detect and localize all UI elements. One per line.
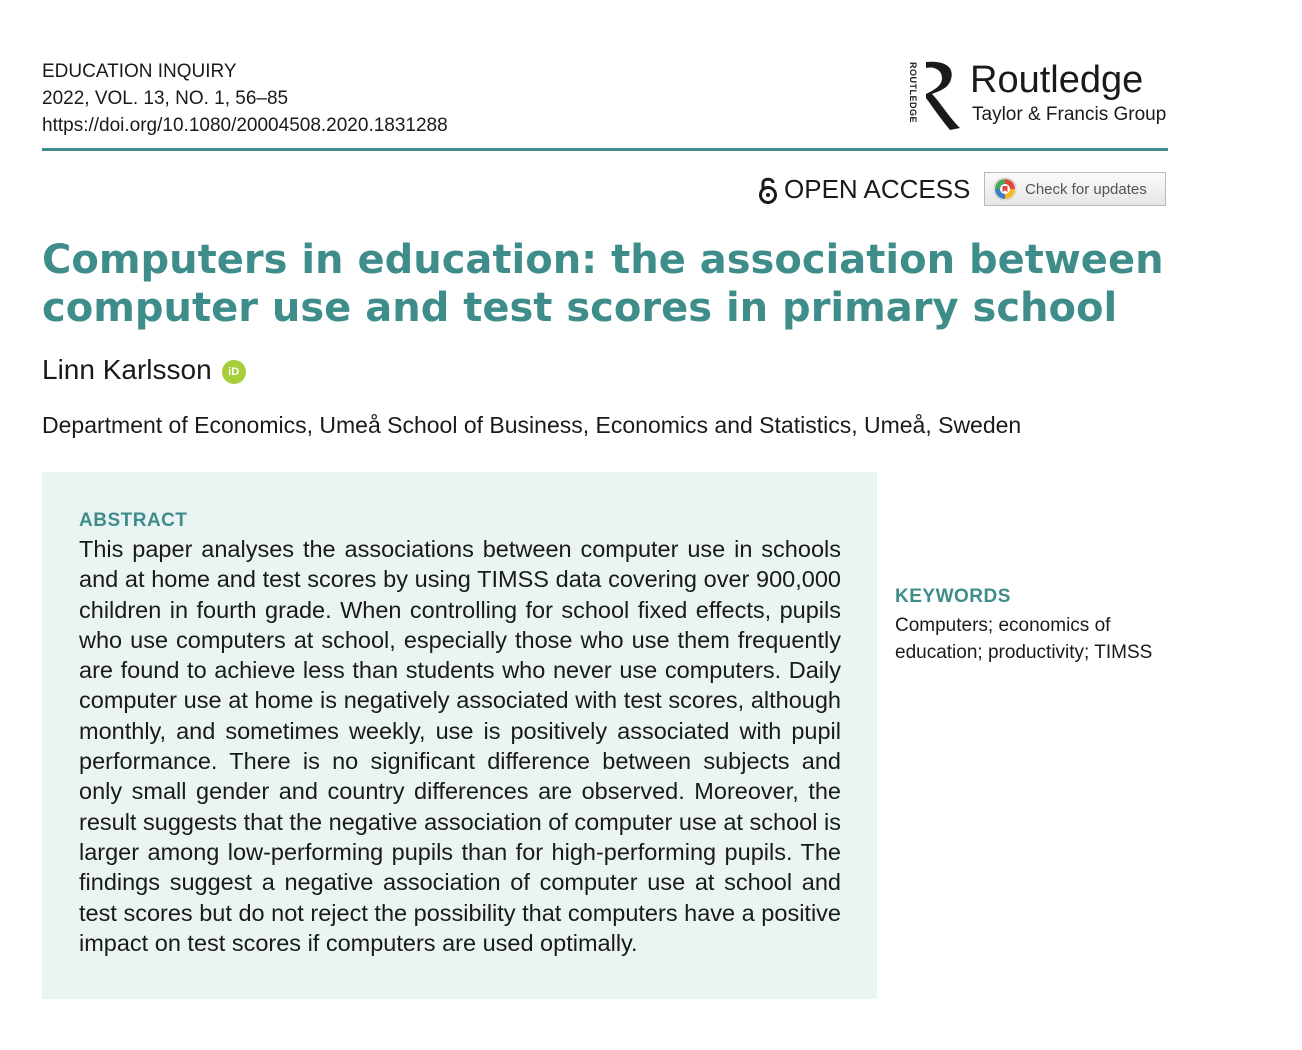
journal-doi-link[interactable]: https://doi.org/10.1080/20004508.2020.1831288: [42, 115, 448, 136]
keywords-section: [895, 584, 1155, 666]
article-title: Computers in education: the association between computer use and test scores in primary school: [42, 237, 1164, 331]
journal-name: EDUCATION INQUIRY: [42, 61, 237, 82]
header-divider: [42, 148, 1168, 151]
author-line: [42, 354, 246, 386]
keywords-list: Computers; economics of education; productivity; TIMSS: [895, 615, 1153, 663]
author-name[interactable]: Linn Karlsson: [42, 354, 212, 385]
abstract-heading: ABSTRACT: [79, 510, 188, 531]
routledge-r-logo-icon: [920, 58, 964, 132]
open-access-lock-icon: [758, 175, 778, 205]
publisher-name: Routledge: [970, 59, 1144, 101]
abstract-box: [42, 472, 877, 999]
journal-issue: 2022, VOL. 13, NO. 1, 56–85: [42, 88, 289, 109]
abstract-text: This paper analyses the associations between computer use in schools and at home and test scores by using TIMSS data covering over 900,000 children in fourth grade. When controlling for school fixed effects, pupils who use computers at school, especially those who use them frequently are found to achieve less than students who never use computers. Daily computer use at home is negatively associated with test scores, although monthly, and sometimes weekly, use is positively associated with pupil performance. There is no significant difference between subjects and only small gender and country differences are observed. Moreover, the result suggests that the negative association of computer use at school is larger among low-performing pupils than for high-performing pupils. The findings suggest a negative association of computer use at school and test scores but do not reject the possibility that computers have a positive impact on test scores if computers are used optimally.: [79, 536, 841, 956]
publisher-vertical-label: ROUTLEDGE: [908, 62, 918, 124]
journal-info: [42, 58, 448, 139]
open-access-badge: [758, 174, 970, 205]
publisher-group: Taylor & Francis Group: [972, 104, 1167, 125]
keywords-heading: KEYWORDS: [895, 586, 1011, 607]
check-for-updates-button[interactable]: [984, 172, 1166, 206]
check-for-updates-label: Check for updates: [1025, 180, 1147, 198]
crossmark-icon: [993, 177, 1017, 201]
open-access-label: OPEN ACCESS: [784, 174, 971, 204]
author-affiliation: Department of Economics, Umeå School of Business, Economics and Statistics, Umeå, Sweden: [42, 412, 1022, 438]
orcid-icon[interactable]: iD: [222, 360, 246, 384]
